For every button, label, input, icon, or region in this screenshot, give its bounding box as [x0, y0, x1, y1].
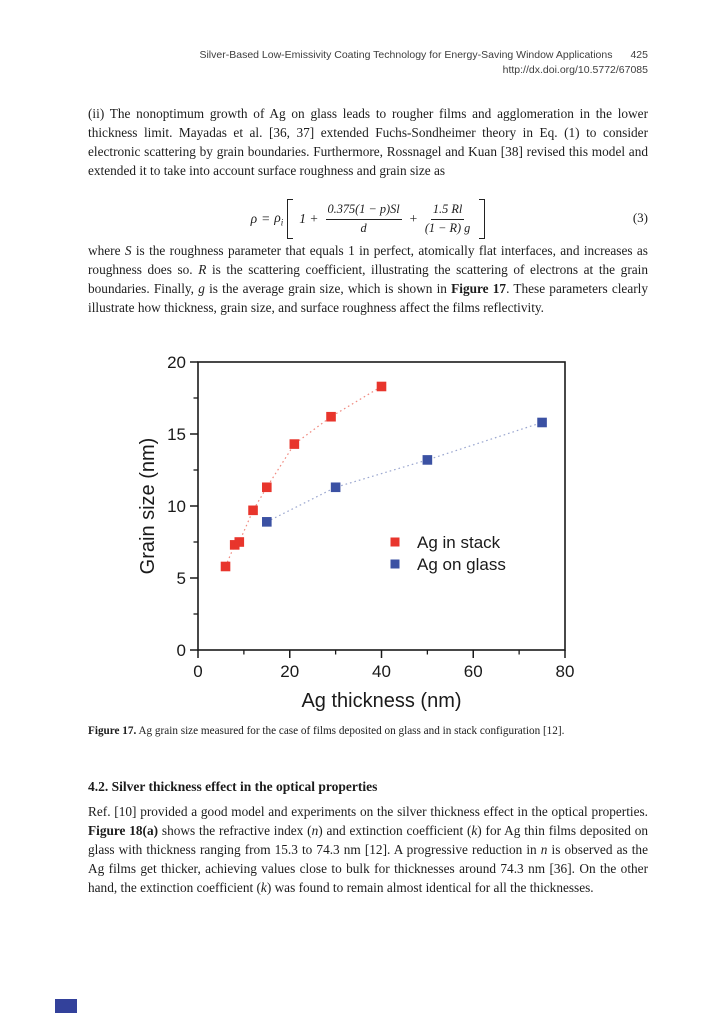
y-tick-label: 15 [167, 425, 186, 444]
y-tick-label: 0 [176, 641, 186, 660]
eq-frac2-denominator: (1 − R) g [424, 220, 471, 235]
eq-frac2-numerator: 1.5 Rl [431, 202, 464, 219]
data-point-marker [221, 562, 231, 572]
equation-3 [88, 196, 648, 242]
eq-plus: + [408, 211, 418, 226]
equation-number: (3) [632, 210, 648, 225]
series-line-ag-in-stack [226, 386, 382, 566]
data-point-marker [248, 506, 258, 516]
paragraph-2: where S is the roughness parameter that equals 1 in perfect, atomically flat interfaces, and increases as roughness does so. R is the scattering coefficient, illustrating the scattering of electrons at the grain boundaries. Finally, g is the average grain size, which is shown in Figure 17. These parameters clearly illustrate how thickness, grain size, and surface roughness affect the films reflectivity. [88, 243, 649, 315]
x-tick-label: 40 [372, 662, 391, 681]
eq-term-1: 1 + [299, 211, 319, 226]
y-axis-label: Grain size (nm) [137, 437, 159, 575]
eq-fraction-2 [425, 202, 471, 236]
figure-17-chart [130, 345, 610, 720]
paragraph-3: Ref. [10] provided a good model and experiments on the silver thickness effect in the optical properties. Figure 18(a) shows the refractive index (n) and extinction coefficient (k) for Ag thin films deposited on glass with thickness ranging from 15.3 to 74.3 nm [12]. A progressive reduction in n is observed as the Ag films get thicker, achieving values close to bulk for thicknesses around 74.3 nm [36]. On the other hand, the extinction coefficient (k) was found to remain almost identical for all the thicknesses. [88, 804, 648, 895]
running-title: Silver-Based Low-Emissivity Coating Technology for Energy-Saving Window Applications [199, 49, 613, 61]
data-point-marker [423, 455, 433, 465]
y-tick-label: 5 [176, 569, 186, 588]
page-corner-mark [55, 999, 77, 1013]
data-point-marker [262, 482, 272, 492]
y-tick-label: 10 [167, 497, 186, 516]
eq-rho-rhs: $\rho_i$ [274, 210, 284, 228]
equation-body [88, 196, 648, 242]
data-point-marker [331, 482, 341, 492]
series-line-ag-on-glass [267, 422, 542, 521]
eq-frac1-denominator: d [360, 220, 367, 235]
doi-text: http://dx.doi.org/10.5772/67085 [502, 64, 648, 76]
data-point-marker [326, 412, 336, 422]
x-tick-label: 20 [280, 662, 300, 681]
legend-label-1: Ag in stack [417, 533, 501, 552]
x-axis-label: Ag thickness (nm) [301, 690, 462, 712]
eq-fraction-1 [326, 202, 402, 236]
page-header [88, 48, 648, 78]
legend-marker-2 [391, 560, 400, 569]
figure-17-caption: Figure 17. Ag grain size measured for the case of films deposited on glass and in stack configuration [12]. [88, 725, 565, 737]
left-bracket [287, 199, 293, 239]
eq-subscript-i: i [280, 217, 284, 228]
data-point-marker [234, 537, 244, 547]
paragraph-1: (ii) The nonoptimum growth of Ag on glass leads to rougher films and agglomeration in the lower thickness limit. Mayadas et al. [36, 37] extended Fuchs-Sondheimer theory in Eq. (1) to consider electronic scattering by grain boundaries. Furthermore, Rossnagel and Kuan [38] revised this model and extended it to take into account surface roughness and grain size as [88, 106, 648, 178]
data-point-marker [262, 517, 272, 527]
section-4-2-heading: 4.2. Silver thickness effect in the optical properties [88, 779, 378, 794]
y-tick-label: 20 [167, 353, 186, 372]
eq-rho-lhs: ρ [250, 211, 258, 226]
x-tick-label: 60 [463, 662, 483, 681]
legend-marker-1 [391, 538, 400, 547]
legend-label-2: Ag on glass [417, 555, 506, 574]
running-title-line [88, 48, 648, 63]
eq-frac1-numerator: 0.375(1 − p)Sl [326, 202, 402, 219]
page-number: 425 [630, 49, 648, 61]
data-point-marker [290, 439, 300, 449]
eq-equals: = [261, 211, 271, 226]
x-tick-label: 80 [555, 662, 575, 681]
data-point-marker [377, 382, 387, 392]
x-tick-label: 0 [193, 662, 203, 681]
data-point-marker [537, 418, 547, 428]
right-bracket [479, 199, 485, 239]
